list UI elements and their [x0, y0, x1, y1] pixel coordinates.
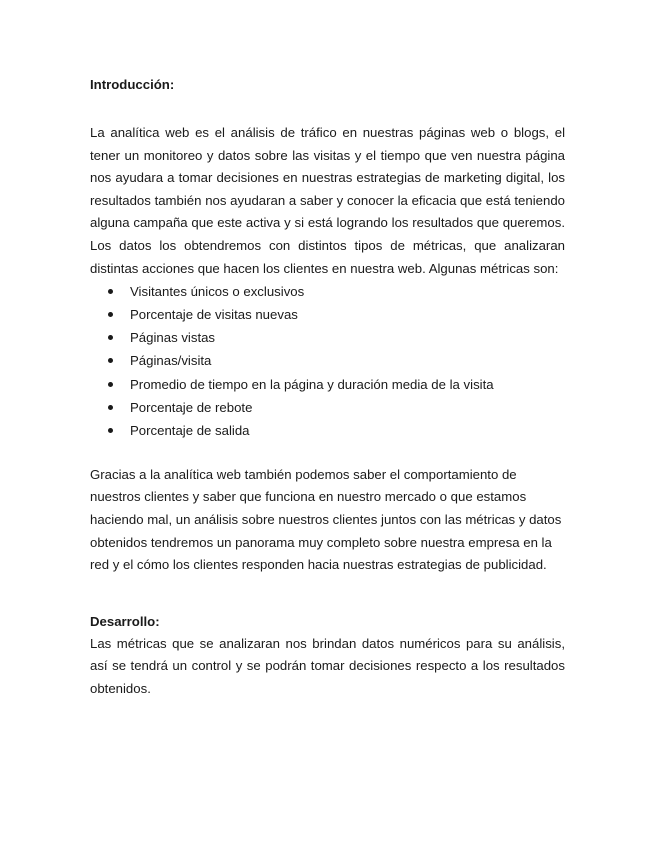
analytics-benefits-paragraph: Gracias a la analítica web también podemos saber el comportamiento de nuestros clientes y saber que funciona en nuestro mercado o que estamos haciendo mal, un análisis sobre nuestros clientes juntos con las métricas y datos obtenidos tendremos un panorama muy completo sobre nuestra empresa en la red y el cómo los clientes responden hacia nuestras estrategias de publicidad. [90, 466, 562, 573]
list-item [108, 396, 565, 419]
bullet-icon [108, 428, 113, 433]
bullet-icon [108, 335, 113, 340]
list-item [108, 280, 565, 303]
bullet-icon [108, 382, 113, 387]
list-item [108, 373, 565, 396]
list-item-text: Porcentaje de salida [130, 422, 250, 438]
list-item-text: Páginas/visita [130, 353, 212, 369]
development-heading: Desarrollo: [90, 613, 160, 629]
list-item-text: Páginas vistas [130, 330, 216, 346]
list-item [108, 326, 565, 349]
list-item-text: Promedio de tiempo en la página y duración media de la visita [130, 376, 494, 392]
list-item-text: Porcentaje de rebote [130, 399, 253, 415]
intro-paragraph: La analítica web es el análisis de tráfico en nuestras páginas web o blogs, el tener un monitoreo y datos sobre las visitas y el tiempo que ven nuestra página nos ayudara a tomar decisiones en nuestras estrategias de marketing digital, los resultados también nos ayudaran a saber y conocer la eficacia que está teniendo alguna campaña que este activa y si está logrando los resultados que queremos. Los datos los obtendremos con distintos tipos de métricas, que analizaran distintas acciones que hacen los clientes en nuestra web. Algunas métricas son: [90, 125, 565, 276]
list-item-text: Visitantes únicos o exclusivos [130, 284, 305, 300]
list-item [108, 349, 565, 372]
metrics-list [90, 280, 565, 442]
list-item [108, 303, 565, 326]
development-paragraph: Las métricas que se analizaran nos brindan datos numéricos para su análisis, así se tendrá un control y se podrán tomar decisiones respecto a los resultados obtenidos. [90, 635, 565, 696]
intro-heading: Introducción: [90, 77, 175, 92]
list-item [108, 419, 565, 442]
bullet-icon [108, 312, 113, 317]
list-item-text: Porcentaje de visitas nuevas [130, 307, 298, 323]
bullet-icon [108, 289, 113, 294]
bullet-icon [108, 405, 113, 410]
bullet-icon [108, 358, 113, 363]
